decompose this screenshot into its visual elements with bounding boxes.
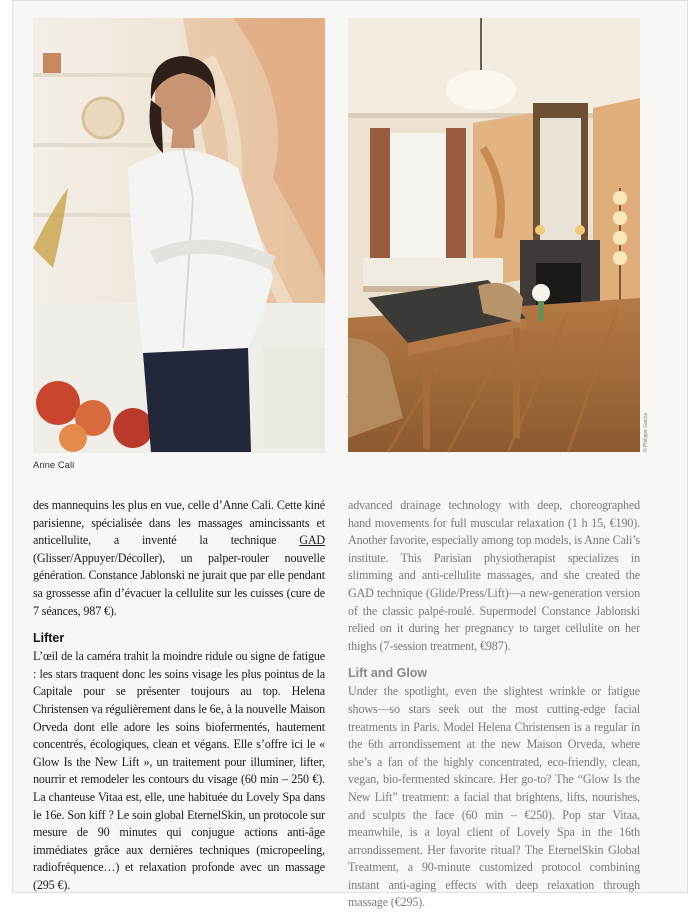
english-column [348, 497, 640, 912]
photo-caption: Anne Cali [33, 460, 75, 471]
french-column [33, 497, 325, 894]
french-intro-paragraph [33, 497, 325, 620]
french-section-heading: Lifter [33, 631, 65, 646]
portrait-photo [33, 18, 325, 452]
english-section-heading: Lift and Glow [348, 666, 428, 681]
french-intro-text-a: des mannequins les plus en vue, celle d’Anne Cali. Cette kiné parisienne, spécialisée dans les massages amincissants et anticellulite, a inventé la technique [33, 498, 325, 548]
french-body-paragraph: L’œil de la caméra trahit la moindre ridule ou signe de fatigue : les stars traquent donc les soins visage les plus pointus de la Capitale pour se présenter toujours au top. Helena Christensen va régulièrement dans le 6e, à la nouvelle Maison Orveda dont elle adore les soins biofermentés, hautement concentrés, écologiques, clean et végans. Elle s’offre ici le « Glow Is the New Lift », un traitement pour illuminer, lifter, nourrir et remodeler les contours du visage (60 min – 250 €). La chanteuse Vitaa est, elle, une habituée du Lovely Spa dans le 16e. Son kiff ? Le soin global EternelSkin, un protocole sur mesure de 90 minutes qui conjugue actions anti-âge immédiates grâce aux dernières techniques (micropeeling, radiofréquence…) et relaxation profonde avec un massage (295 €). [33, 649, 325, 892]
photo-credit: © Philippe Garcia [643, 413, 649, 452]
french-intro-text-b: (Glisser/Appuyer/Décoller), un palper-rouler nouvelle génération. Constance Jablonski ne jurait que par elle pendant sa grossesse afin d’évacuer la cellulite sur les cuisses (cure de 7 séances, 987 €). [33, 550, 325, 618]
english-intro-paragraph: advanced drainage technology with deep, choreographed hand movements for full muscular relaxation (1 h 15, €190). Another favorite, especially among top models, is Anne Cali’s institute. This Parisian physiotherapist specializes in slimming and anti-cellulite massages, and she created the GAD technique (Glide/Press/Lift)—a new-generation version of the classic palpé-roulé. Supermodel Constance Jablonski relied on it during her pregnancy to target cellulite on her thighs (7-session treatment, €987). [348, 498, 640, 653]
gad-underlined-term: GAD [299, 533, 325, 548]
english-body-paragraph: Under the spotlight, even the slightest wrinkle or fatigue shows—so stars seek out the most cutting-edge facial treatments in Paris. Model Helena Christensen is a regular in the 6th arrondissement at the new Maison Orveda, where she’s a fan of the highly concentrated, eco-friendly, clean, vegan, bio-fermented skincare. Her go-to? The “Glow Is the New Lift” treatment: a facial that brightens, lifts, nourishes, and sculpts the face (60 min – €250). Pop star Vitaa, meanwhile, is a loyal client of Lovely Spa in the 16th arrondissement. Her favorite ritual? The EternelSkin Global Treatment, a 90-minute customized protocol combining instant anti-aging effects with deep relaxation through massage (€295). [348, 684, 640, 910]
spa-interior-photo [348, 18, 640, 452]
